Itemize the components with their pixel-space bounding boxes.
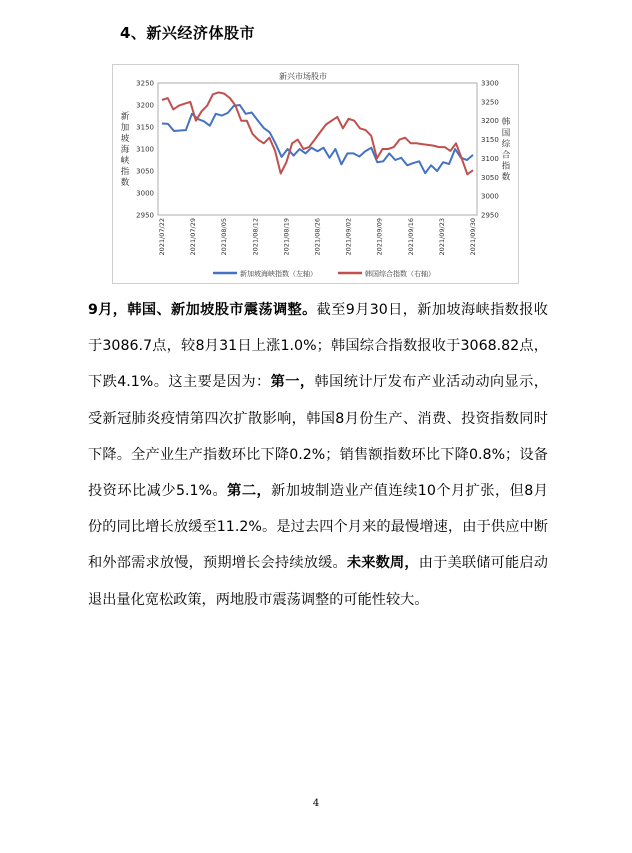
x-tick-label: 2021/09/02 [344, 218, 353, 256]
right-axis-label: 韩国综合指数 [501, 117, 511, 183]
left-axis-label: 新加坡海峡指数 [120, 112, 130, 188]
left-tick-label: 3000 [136, 189, 154, 198]
right-tick-label: 3200 [481, 117, 499, 126]
chart-title: 新兴市场股市 [279, 72, 327, 81]
page-number: 4 [312, 798, 320, 809]
right-tick-label: 3300 [481, 79, 499, 88]
left-tick-label: 3150 [136, 123, 154, 132]
x-tick-label: 2021/07/29 [189, 218, 198, 256]
paragraph-lead: 9月，韩国、新加坡股市震荡调整。 [88, 302, 317, 318]
x-tick-label: 2021/09/23 [437, 218, 446, 256]
x-tick-label: 2021/08/26 [313, 218, 322, 256]
section-heading: 4、新兴经济体股市 [120, 24, 255, 42]
legend-label-korea: 韩国综合指数（右轴） [365, 270, 435, 278]
paragraph-text-1: 截至9月30日，新加坡海峡指数报收于3086.7点，较8月31日上涨1.0%；韩国综合指数报收于3068.82点，下跌4.1%。这主要是因为： [88, 302, 548, 391]
plot-area-frame [158, 83, 477, 215]
x-tick-label: 2021/08/19 [282, 218, 291, 256]
right-tick-label: 3050 [481, 173, 499, 182]
body-paragraph [88, 292, 548, 618]
right-tick-label: 3250 [481, 98, 499, 107]
paragraph-first-point: 第一， [270, 374, 315, 391]
left-tick-label: 3250 [136, 79, 154, 88]
series-line-singapore [162, 105, 473, 173]
left-tick-label: 3100 [136, 145, 154, 154]
paragraph-text-4: 由于美联储可能启动退出量化宽松政策，两地股市震荡调整的可能性较大。 [88, 555, 548, 608]
paragraph-outlook: 未来数周， [346, 555, 419, 572]
x-tick-label: 2021/09/16 [406, 218, 415, 256]
right-tick-label: 3150 [481, 136, 499, 145]
x-tick-label: 2021/08/12 [251, 218, 260, 256]
paragraph-text-3: 新加坡制造业产值连续10个月扩张，但8月份的同比增长放缓至11.2%。是过去四个月来的最慢增速，由于供应中断和外部需求放慢，预期增长会持续放缓。 [88, 483, 548, 572]
x-tick-label: 2021/09/09 [375, 218, 384, 256]
right-tick-label: 3100 [481, 154, 499, 163]
x-tick-label: 2021/07/22 [158, 218, 166, 256]
right-tick-label: 2950 [481, 211, 499, 220]
x-tick-label: 2021/09/30 [469, 218, 477, 256]
paragraph-second-point: 第二， [227, 483, 272, 500]
right-tick-label: 3000 [481, 192, 499, 201]
series-line-korea [162, 92, 473, 174]
left-tick-label: 2950 [136, 211, 154, 220]
x-tick-label: 2021/08/05 [220, 218, 229, 256]
line-chart-svg [113, 65, 518, 283]
legend-label-singapore: 新加坡海峡指数（左轴） [240, 270, 317, 278]
emerging-market-chart [112, 64, 519, 284]
left-tick-label: 3050 [136, 167, 154, 176]
paragraph-text-2: 韩国统计厅发布产业活动动向显示，受新冠肺炎疫情第四次扩散影响，韩国8月份生产、消费、投资指数同时下降。全产业生产指数环比下降0.2%；销售额指数环比下降0.8%；设备投资环比减少5.1%。 [88, 374, 548, 500]
left-tick-label: 3200 [136, 101, 154, 110]
